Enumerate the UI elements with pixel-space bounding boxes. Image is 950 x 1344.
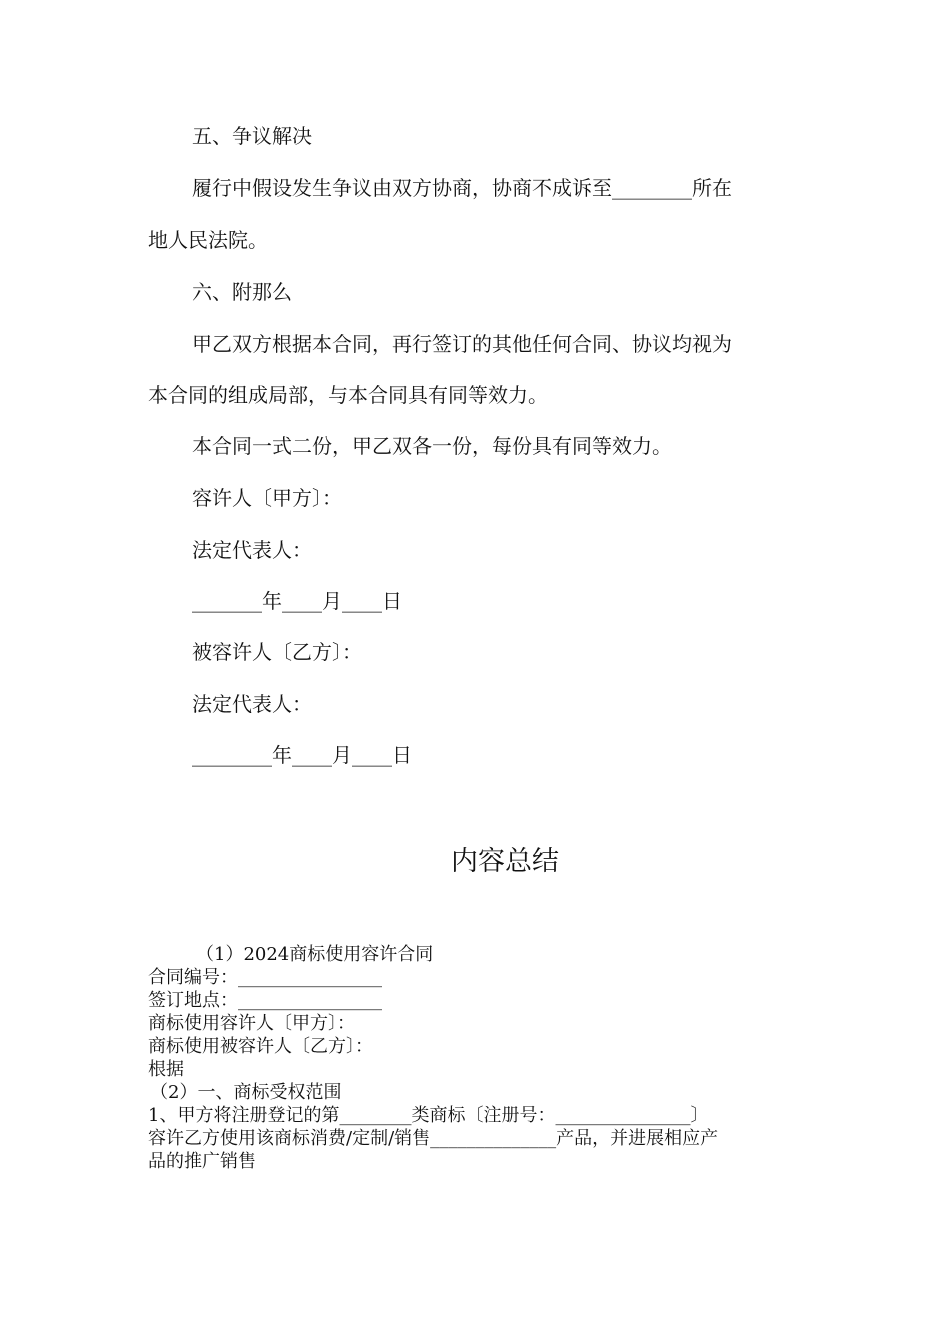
summary-line: 签订地点：________________ bbox=[148, 990, 382, 1011]
summary-line: 商标使用被容许人〔乙方〕： bbox=[148, 1036, 373, 1057]
section5-paragraph-line1: 履行中假设发生争议由双方协商，协商不成诉至________所在 bbox=[192, 176, 732, 200]
summary-line: 品的推广销售 bbox=[148, 1151, 256, 1172]
summary-line: （1）2024商标使用容许合同 bbox=[196, 944, 434, 965]
summary-line: 1、甲方将注册登记的第________类商标〔注册号：_______________〕 bbox=[148, 1105, 709, 1126]
summary-line: 合同编号：________________ bbox=[148, 967, 382, 988]
summary-line: 容许乙方使用该商标消费/定制/销售______________产品，并进展相应产 bbox=[148, 1128, 719, 1149]
section6-heading: 六、附那么 bbox=[192, 280, 292, 304]
section5-paragraph-line2: 地人民法院。 bbox=[148, 228, 268, 252]
party-a-date: _______年____月____日 bbox=[192, 589, 402, 613]
summary-title: 内容总结 bbox=[451, 846, 559, 877]
party-b-date: ________年____月____日 bbox=[192, 743, 412, 767]
summary-line: 根据 bbox=[148, 1059, 184, 1080]
section6-paragraph1-line1: 甲乙双方根据本合同，再行签订的其他任何合同、协议均视为 bbox=[192, 332, 732, 356]
section6-paragraph1-line2: 本合同的组成局部，与本合同具有同等效力。 bbox=[148, 383, 548, 407]
section6-paragraph2: 本合同一式二份，甲乙双各一份，每份具有同等效力。 bbox=[192, 434, 672, 458]
party-a-label: 容许人〔甲方〕： bbox=[192, 486, 342, 510]
section5-heading: 五、争议解决 bbox=[192, 124, 312, 148]
summary-line: （2）一、商标受权范围 bbox=[150, 1082, 342, 1103]
party-b-label: 被容许人〔乙方〕： bbox=[192, 640, 362, 664]
summary-line: 商标使用容许人〔甲方〕： bbox=[148, 1013, 355, 1034]
party-b-representative: 法定代表人： bbox=[192, 692, 312, 716]
party-a-representative: 法定代表人： bbox=[192, 538, 312, 562]
